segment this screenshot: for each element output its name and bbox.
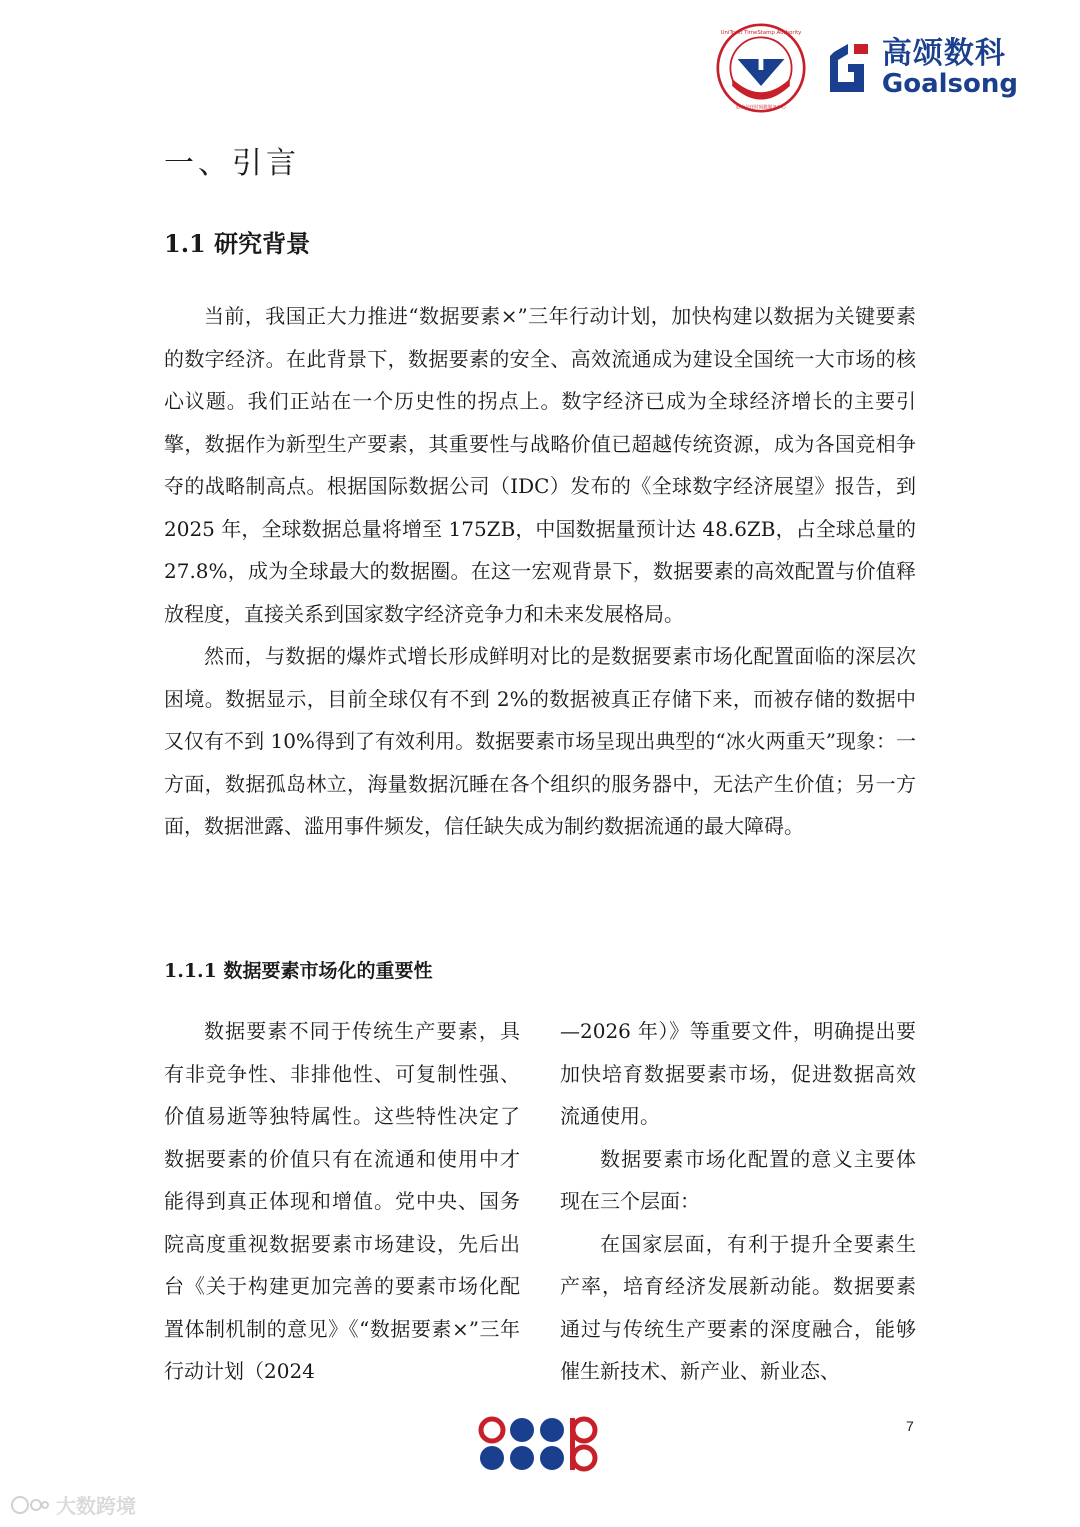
cbbc-logo-icon	[478, 1414, 602, 1474]
right-column	[560, 1010, 916, 1393]
paragraph-continuation: —2026 年）》等重要文件，明确提出要加快培育数据要素市场，促进数据高效流通使用。	[560, 1019, 916, 1128]
paragraph: 数据要素市场化配置的意义主要体现在三个层面：	[560, 1146, 916, 1213]
timestamp-seal-icon	[716, 23, 806, 113]
brand-name-en: Goalsong	[881, 69, 1018, 99]
paragraph: 然而，与数据的爆炸式增长形成鲜明对比的是数据要素市场化配置面临的深层次困境。数据显示，目前全球仅有不到 2%的数据被真正存储下来，而被存储的数据中又仅有不到 10%得到了有效利用。数据要素市场呈现出典型的“冰火两重天”现象：一方面，数据孤岛林立，海量数据沉睡在各个组织的服务器中，无法产生价值；另一方面，数据泄露、滥用事件频发，信任缺失成为制约数据流通的最大障碍。	[164, 644, 916, 838]
left-column	[164, 1010, 520, 1393]
svg-text:T: T	[752, 46, 770, 76]
brand-name-cn: 高颂数科	[881, 36, 1006, 71]
goalsong-logo	[824, 38, 1018, 98]
watermark	[10, 1490, 136, 1519]
dashukuajing-icon	[10, 1491, 50, 1519]
section-title: 一、引言	[164, 146, 300, 181]
seal-bottom-text: 联合信任时间戳服务中心	[736, 105, 786, 111]
watermark-text: 大数跨境	[56, 1494, 136, 1518]
body-text	[164, 295, 916, 848]
seal-outer-text: UniTrust TimeStamp Authority	[720, 29, 802, 36]
subsection-title: 1.1 研究背景	[164, 229, 311, 258]
page-number: 7	[906, 1418, 914, 1434]
goalsong-mark-icon	[824, 38, 874, 98]
paragraph: 数据要素不同于传统生产要素，具有非竞争性、非排他性、可复制性强、价值易逝等独特属性。这些特性决定了数据要素的价值只有在流通和使用中才能得到真正体现和增值。党中央、国务院高度重视数据要素市场建设，先后出台《关于构建更加完善的要素市场化配置体制机制的意见》《“数据要素×”三年行动计划（2024	[164, 1019, 520, 1383]
subsubsection-title: 1.1.1 数据要素市场化的重要性	[164, 960, 433, 982]
paragraph: 在国家层面，有利于提升全要素生产率，培育经济发展新动能。数据要素通过与传统生产要素的深度融合，能够催生新技术、新产业、新业态、	[560, 1231, 916, 1383]
paragraph: 当前，我国正大力推进“数据要素×”三年行动计划，加快构建以数据为关键要素的数字经济。在此背景下，数据要素的安全、高效流通成为建设全国统一大市场的核心议题。我们正站在一个历史性的拐点上。数字经济已成为全球经济增长的主要引擎，数据作为新型生产要素，其重要性与战略价值已超越传统资源，成为各国竞相争夺的战略制高点。根据国际数据公司（IDC）发布的《全球数字经济展望》报告，到 2025 年，全球数据总量将增至 175ZB，中国数据量预计达 48.6ZB，占全球总量的 27.8%，成为全球最大的数据圈。在这一宏观背景下，数据要素的高效配置与价值释放程度，直接关系到国家数字经济竞争力和未来发展格局。	[164, 304, 916, 626]
header-logos	[716, 22, 1018, 114]
